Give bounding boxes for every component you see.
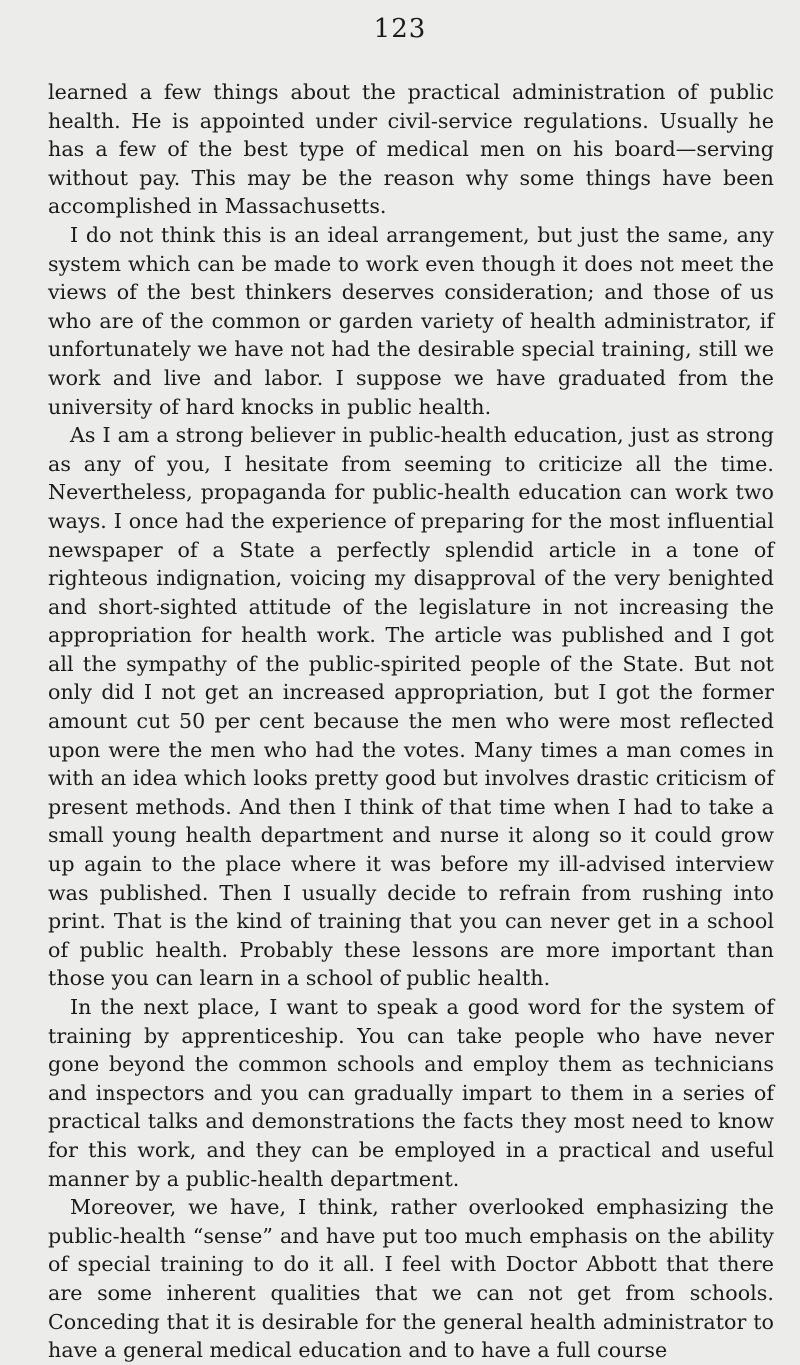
page-number: 123	[373, 14, 427, 44]
paragraph-1: learned a few things about the practical administration of public health. He is appointed under civil-service regulations. Usually he has a few of the best type of medical men on his board—serving without pay. This may be the reason why some things have been accomplished in Massachusetts.	[48, 80, 774, 219]
paragraph-5: Moreover, we have, I think, rather overlooked emphasizing the public-health “sense” and have put too much emphasis on the ability of special training to do it all. I feel with Doctor Abbott that there are some inherent qualities that we can not get from schools. Conceding that it is desirable for the general health administrator to have a general medical education and to have a full course	[48, 1195, 774, 1363]
body-text	[48, 78, 774, 1365]
paragraph-2: I do not think this is an ideal arrangement, but just the same, any system which can be made to work even though it does not meet the views of the best thinkers deserves consideration; and those of us who are of the common or garden variety of health administrator, if unfortunately we have not had the desirable special training, still we work and live and labor. I suppose we have graduated from the university of hard knocks in public health.	[48, 222, 774, 419]
paragraph-4: In the next place, I want to speak a good word for the system of training by apprenticeship. You can take people who have never gone beyond the common schools and employ them as technicians and inspectors and you can gradually impart to them in a series of practical talks and demonstrations the facts they most need to know for this work, and they can be employed in a practical and useful manner by a public-health department.	[48, 995, 774, 1191]
paragraph-3: As I am a strong believer in public-health education, just as strong as any of you, I hesitate from seeming to criticize all the time. Nevertheless, propaganda for public-health education can work two ways. I once had the experience of preparing for the most influential newspaper of a State a perfectly splendid article in a tone of righteous indignation, voicing my disapproval of the very benighted and short-sighted attitude of the legislature in not increasing the appropriation for health work. The article was published and I got all the sympathy of the public-spirited people of the State. But not only did I not get an increased appropriation, but I got the former amount cut 50 per cent because the men who were most reflected upon were the men who had the votes. Many times a man comes in with an idea which looks pretty good but involves drastic criticism of present methods. And then I think of that time when I had to take a small young health department and nurse it along so it could grow up again to the place where it was before my ill-advised interview was published. Then I usually decide to refrain from rushing into print. That is the kind of training that you can never get in a school of public health. Probably these lessons are more important than those you can learn in a school of public health.	[48, 423, 774, 991]
